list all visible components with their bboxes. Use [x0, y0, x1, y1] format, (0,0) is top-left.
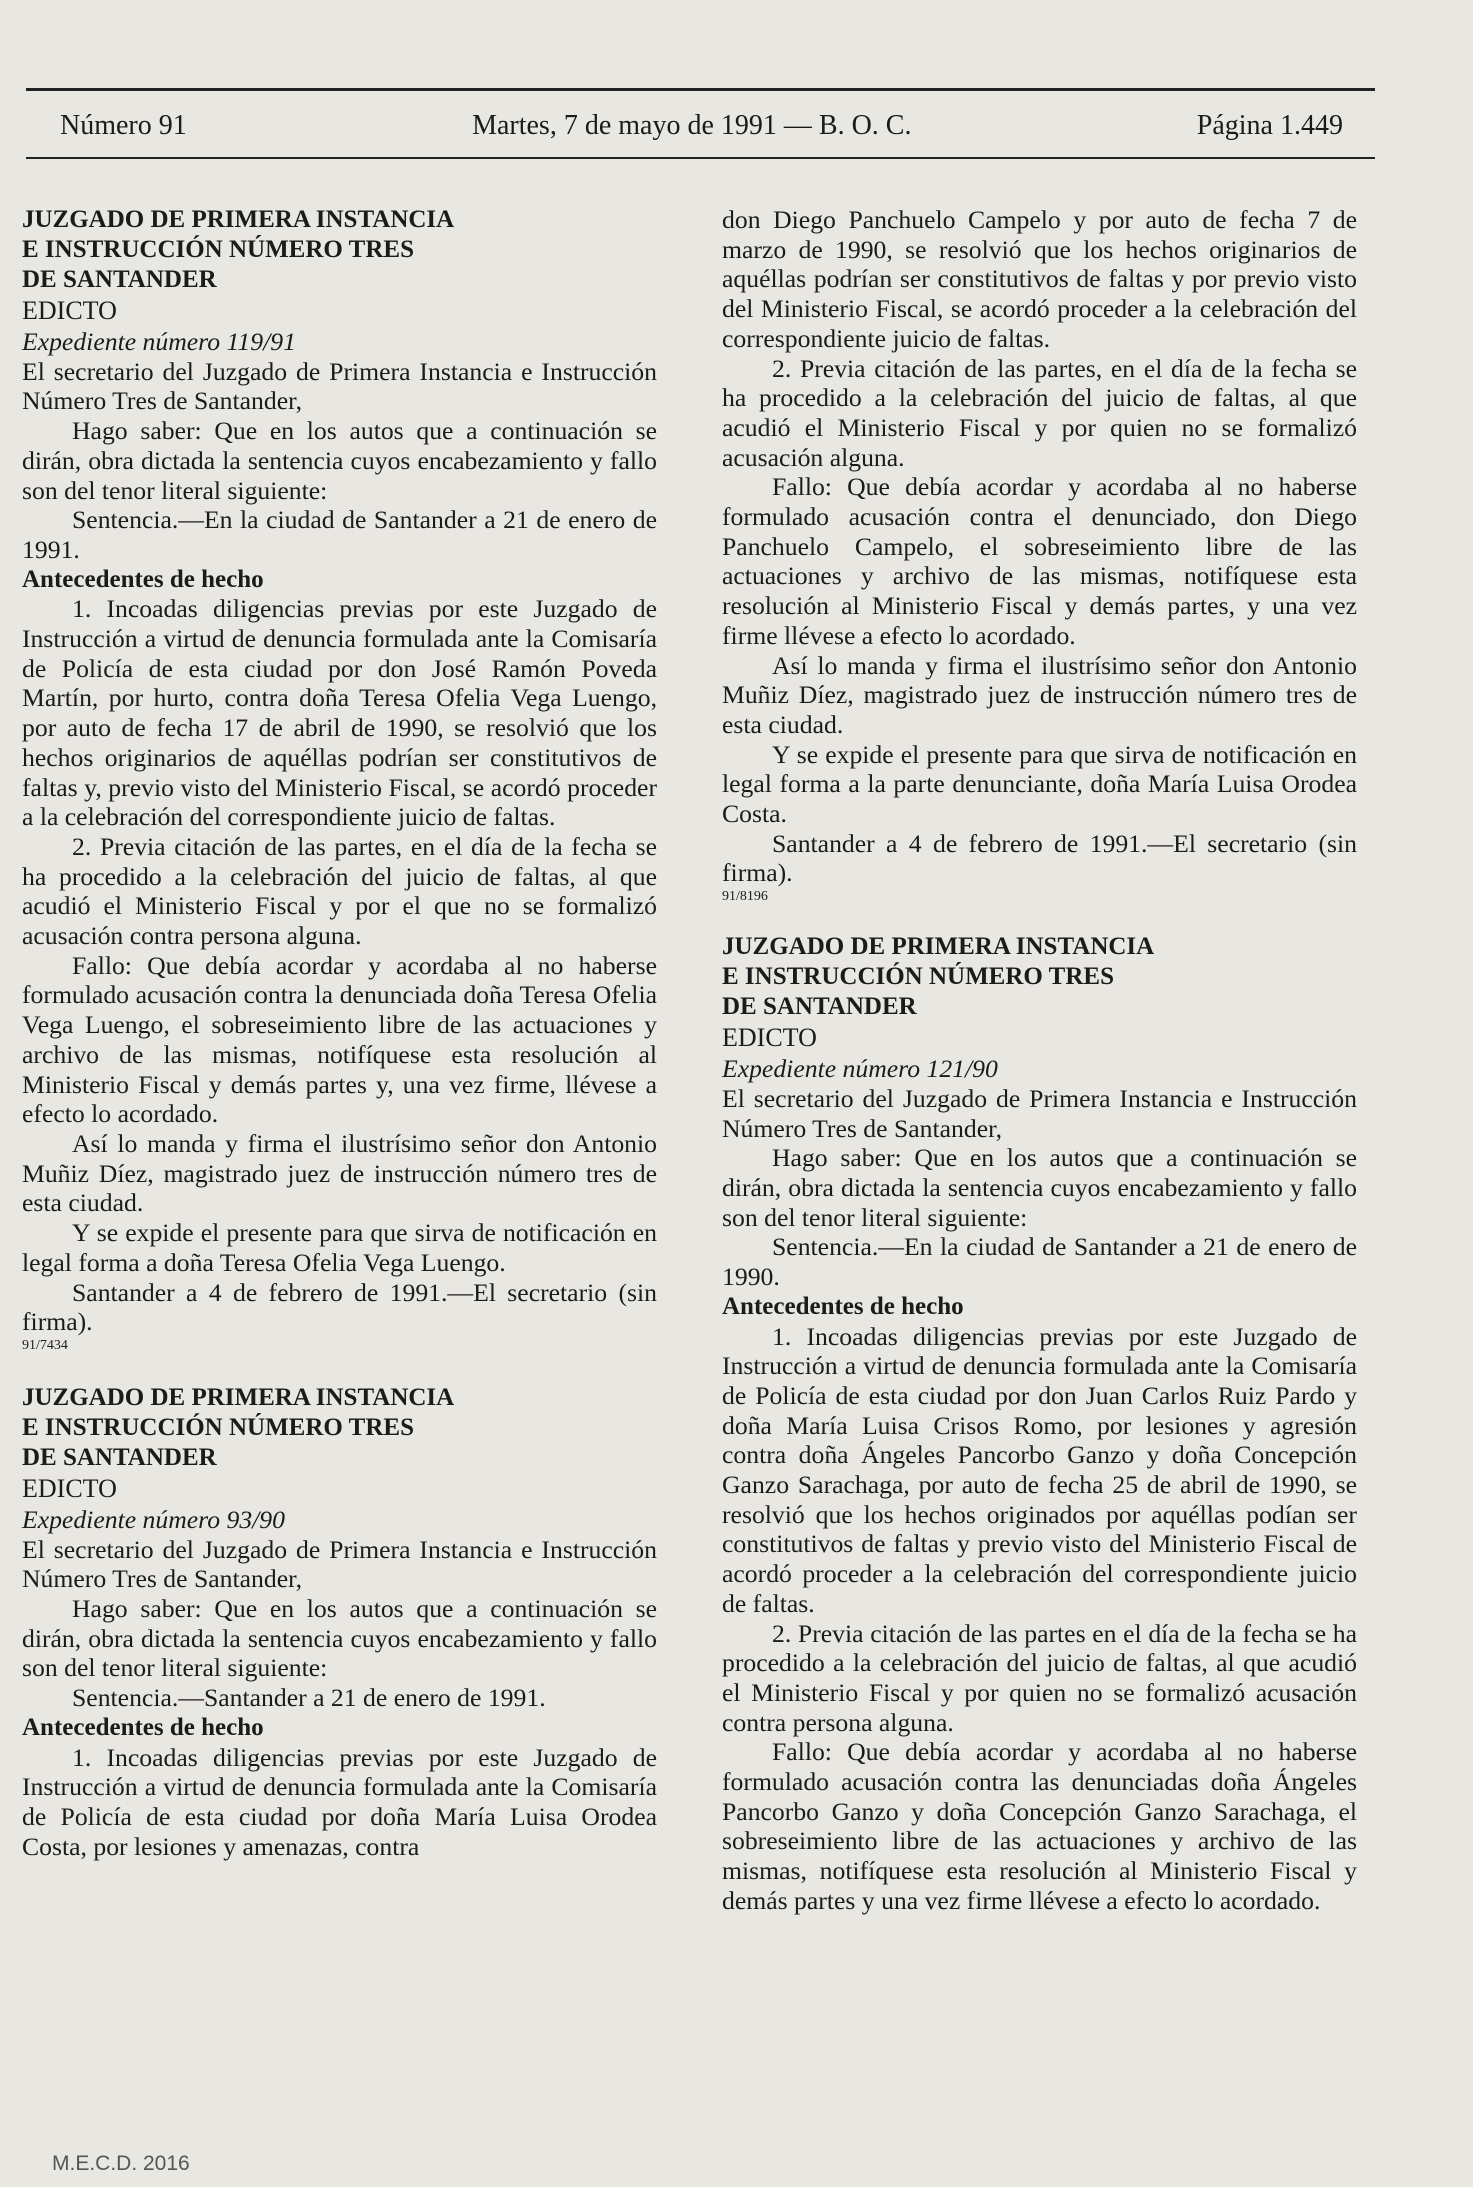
issue-date: Martes, 7 de mayo de 1991 — B. O. C.: [472, 110, 912, 141]
header-bottom-rule: [26, 157, 1375, 159]
left-column: [22, 205, 657, 1861]
edict-heading: EDICTO: [22, 296, 117, 325]
page-number: Página 1.449: [1196, 110, 1343, 141]
section-heading: Antecedentes de hecho: [22, 1713, 264, 1741]
paragraph: Hago saber: Que en los autos que a continuación se dirán, obra dictada la sentencia cuyos encabezamiento y fallo son del tenor literal siguiente:: [722, 1143, 1357, 1232]
court-title-line: DE SANTANDER: [22, 1443, 217, 1471]
paragraph: El secretario del Juzgado de Primera Instancia e Instrucción Número Tres de Santander,: [22, 1534, 657, 1594]
paragraph: Y se expide el presente para que sirva de notificación en legal forma a la parte denunciante, doña María Luisa Orodea Costa.: [722, 739, 1357, 829]
paragraph: Y se expide el presente para que sirva de notificación en legal forma a doña Teresa Ofelia Vega Luengo.: [22, 1218, 657, 1277]
paragraph: El secretario del Juzgado de Primera Instancia e Instrucción Número Tres de Santander,: [22, 356, 657, 416]
edict-heading: EDICTO: [22, 1473, 117, 1503]
court-title-line: DE SANTANDER: [22, 266, 217, 293]
header-top-rule: [26, 88, 1375, 91]
edict-93-90: [22, 1383, 657, 1861]
paragraph: Hago saber: Que en los autos que a continuación se dirán, obra dictada la sentencia cuyos encabezamiento y fallo son del tenor literal siguiente:: [22, 416, 657, 505]
paragraph: Hago saber: Que en los autos que a continuación se dirán, obra dictada la sentencia cuyos encabezamiento y fallo son del tenor literal siguiente:: [22, 1594, 657, 1683]
paragraph: 2. Previa citación de las partes, en el día de la fecha se ha procedido a la celebración del juicio de faltas, al que acudió el Ministerio Fiscal y por quien no se formalizó acusación alguna.: [722, 353, 1357, 472]
page-header: [60, 108, 1343, 144]
right-column: [722, 205, 1357, 1916]
edict-121-90: [722, 932, 1357, 1915]
section-heading: Antecedentes de hecho: [22, 565, 264, 593]
paragraph: 2. Previa citación de las partes, en el día de la fecha se ha procedido a la celebración del juicio de faltas, al que acudió el Ministerio Fiscal y por el que no se formalizó acusación contra persona alguna.: [22, 831, 657, 951]
paragraph: don Diego Panchuelo Campelo y por auto de fecha 7 de marzo de 1990, se resolvió que los hechos originarios de aquéllas podrían ser constitutivos de faltas y por previo visto del Ministerio Fiscal, se acordó proceder a la celebración del correspondiente juicio de faltas.: [722, 205, 1357, 353]
paragraph: 1. Incoadas diligencias previas por este Juzgado de Instrucción a virtud de denuncia formulada ante la Comisaría de Policía de esta ciudad por don Juan Carlos Ruiz Pardo y doña María Luisa Crisos Romo, por lesiones y agresión contra doña Ángeles Pancorbo Ganzo y doña Concepción Ganzo Sarachaga, por auto de fecha 25 de abril de 1990, se resolvió que los hechos originados por aquéllas podían ser constitutivos de faltas y previo visto del Ministerio Fiscal de acordó proceder a la celebración del correspondiente juicio de faltas.: [722, 1321, 1357, 1618]
court-title-line: E INSTRUCCIÓN NÚMERO TRES: [722, 963, 1114, 991]
paragraph: Fallo: Que debía acordar y acordaba al no haberse formulado acusación contra la denunciada doña Teresa Ofelia Vega Luengo, el sobreseimiento libre de las actuaciones y archivo de las mismas, notifíquese esta resolución al Ministerio Fiscal y demás partes y, una vez firme, llévese a efecto lo acordado.: [22, 950, 657, 1129]
case-number: Expediente número 93/90: [22, 1504, 285, 1534]
court-title-line: JUZGADO DE PRIMERA INSTANCIA: [22, 206, 455, 233]
paragraph: Santander a 4 de febrero de 1991.—El secretario (sin firma).: [722, 828, 1357, 888]
edict-heading: EDICTO: [722, 1023, 817, 1053]
paragraph: Sentencia.—En la ciudad de Santander a 21 de enero de 1991.: [22, 505, 657, 564]
edict-119-91: [22, 205, 657, 1355]
court-title-line: E INSTRUCCIÓN NÚMERO TRES: [22, 1413, 414, 1441]
reference-code: 91/7434: [22, 1337, 68, 1353]
paragraph: 1. Incoadas diligencias previas por este Juzgado de Instrucción a virtud de denuncia formulada ante la Comisaría de Policía de esta ciudad por don José Ramón Poveda Martín, por hurto, contra doña Teresa Ofelia Vega Luengo, por auto de fecha 17 de abril de 1990, se resolvió que los hechos originarios de aquéllas podrían ser constitutivos de faltas y, previo visto del Ministerio Fiscal, se acordó proceder a la celebración del correspondiente juicio de faltas.: [22, 594, 657, 832]
court-title-line: JUZGADO DE PRIMERA INSTANCIA: [722, 933, 1155, 961]
paragraph: 1. Incoadas diligencias previas por este Juzgado de Instrucción a virtud de denuncia formulada ante la Comisaría de Policía de esta ciudad por doña María Luisa Orodea Costa, por lesiones y amenazas, contra: [22, 1742, 657, 1861]
case-number: Expediente número 121/90: [722, 1054, 998, 1084]
paragraph: Fallo: Que debía acordar y acordaba al no haberse formulado acusación contra las denunciadas doña Ángeles Pancorbo Ganzo y doña Concepción Ganzo Sarachaga, el sobreseimiento libre de las actuaciones y archivo de las mismas, notifíquese esta resolución al Ministerio Fiscal y demás partes y una vez firme llévese a efecto lo acordado.: [722, 1737, 1357, 1915]
paragraph: Así lo manda y firma el ilustrísimo señor don Antonio Muñiz Díez, magistrado juez de instrucción número tres de esta ciudad.: [722, 650, 1357, 739]
court-title-line: E INSTRUCCIÓN NÚMERO TRES: [22, 236, 414, 263]
paragraph: El secretario del Juzgado de Primera Instancia e Instrucción Número Tres de Santander,: [722, 1083, 1357, 1143]
paragraph: 2. Previa citación de las partes en el día de la fecha se ha procedido a la celebración del juicio de faltas, al que acudió el Ministerio Fiscal y por quien no se formalizó acusación contra persona alguna.: [722, 1618, 1357, 1737]
issue-number: Número 91: [60, 110, 187, 141]
footer-watermark: M.E.C.D. 2016: [52, 2152, 190, 2175]
case-number: Expediente número 119/91: [22, 327, 296, 356]
court-title-line: DE SANTANDER: [722, 993, 917, 1021]
section-heading: Antecedentes de hecho: [722, 1292, 964, 1320]
paragraph: Sentencia.—Santander a 21 de enero de 1991.: [72, 1683, 546, 1713]
paragraph: Sentencia.—En la ciudad de Santander a 21 de enero de 1990.: [722, 1232, 1357, 1292]
court-title-line: JUZGADO DE PRIMERA INSTANCIA: [22, 1383, 455, 1411]
paragraph: Santander a 4 de febrero de 1991.—El secretario (sin firma).: [22, 1277, 657, 1337]
paragraph: Así lo manda y firma el ilustrísimo señor don Antonio Muñiz Díez, magistrado juez de instrucción número tres de esta ciudad.: [22, 1128, 657, 1218]
paragraph: Fallo: Que debía acordar y acordaba al no haberse formulado acusación contra el denunciado, don Diego Panchuelo Campelo, el sobreseimiento libre de las actuaciones y archivo de las mismas, notifíquese esta resolución al Ministerio Fiscal y demás partes, y una vez firme llévese a efecto lo acordado.: [722, 472, 1357, 650]
reference-code: 91/8196: [722, 889, 768, 905]
edict-93-90-continued: [722, 205, 1357, 906]
